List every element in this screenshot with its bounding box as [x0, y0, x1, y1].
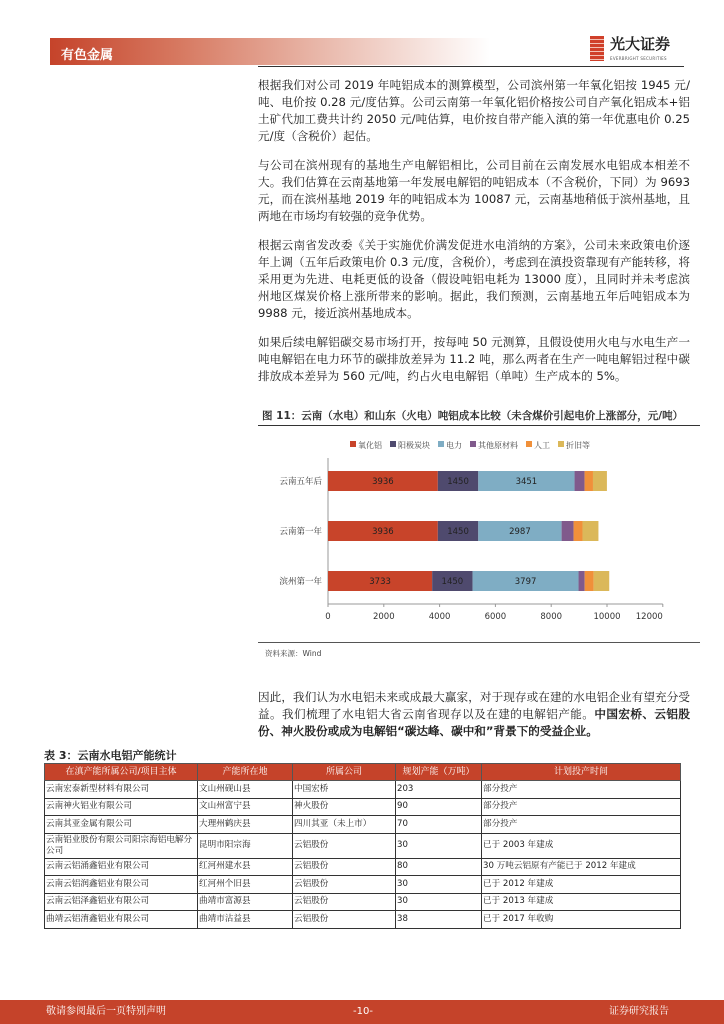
table-cell: 部分投产 [482, 816, 681, 834]
table-cell: 38 [396, 911, 482, 929]
table-cell: 中国宏桥 [293, 781, 396, 799]
table-title: 表 3：云南水电铝产能统计 [44, 749, 177, 762]
legend-label: 人工 [534, 441, 550, 450]
table-cell: 云南云铝润鑫铝业有限公司 [45, 876, 198, 894]
company-logo [590, 36, 710, 64]
category-label: 云南五年后 [279, 477, 322, 487]
section-header-bar [50, 38, 490, 65]
paragraph: 与公司在滨州现有的基地生产电解铝相比，公司目前在云南发展水电铝成本相差不大。我们估算在云南基地第一年发展电解铝的吨铝成本（不含税价，下同）为 9693 元，而在滨州基地 2019 年的吨铝成本为 10087 元，云南基地稍低于滨州基地，且两地在市场均有较强的竞争优势。 [258, 158, 690, 223]
category-label: 滨州第一年 [279, 577, 322, 587]
column-header: 在滇产能所属公司/项目主体 [45, 764, 198, 781]
table-cell: 云南云铝泽鑫铝业有限公司 [45, 893, 198, 911]
x-tick-label: 12000 [635, 612, 663, 622]
table-row [45, 876, 681, 894]
figure-source: 资料来源：Wind [258, 642, 700, 659]
data-label: 1450 [441, 577, 464, 587]
table-cell: 部分投产 [482, 798, 681, 816]
table-cell: 70 [396, 816, 482, 834]
table-cell: 四川其亚（未上市） [293, 816, 396, 834]
table-cell: 30 [396, 893, 482, 911]
page-header [0, 0, 724, 67]
table-cell: 云铝股份 [293, 876, 396, 894]
bar-segment [579, 571, 585, 591]
logo-subtext: EVERBRIGHT SECURITIES [610, 56, 667, 61]
table-cell: 云南其亚金属有限公司 [45, 816, 198, 834]
data-label: 3936 [372, 527, 394, 537]
table-cell: 已于 2013 年建成 [482, 893, 681, 911]
data-label: 3797 [514, 577, 537, 587]
legend-label: 氧化铝 [358, 441, 382, 450]
x-tick-label: 4000 [428, 612, 451, 622]
data-label: 3451 [515, 477, 538, 487]
figure [258, 409, 700, 659]
data-label: 1450 [447, 477, 469, 487]
data-label: 3733 [369, 577, 391, 587]
column-header: 产能所在地 [198, 764, 293, 781]
page-number: -10- [353, 1006, 373, 1017]
column-header: 规划产能（万吨） [396, 764, 482, 781]
bar-segment [594, 571, 610, 591]
bar-segment [593, 471, 607, 491]
table-cell: 曲靖市沾益县 [198, 911, 293, 929]
column-header: 计划投产时间 [482, 764, 681, 781]
body-text [258, 67, 690, 385]
bar-segment [585, 471, 593, 491]
table-cell: 云铝股份 [293, 893, 396, 911]
data-label: 1450 [447, 527, 469, 537]
legend-swatch [390, 441, 396, 447]
table-row [45, 858, 681, 876]
footer-report-type: 证券研究报告 [609, 1006, 669, 1017]
legend-swatch [438, 441, 444, 447]
table-cell: 已于 2017 年收购 [482, 911, 681, 929]
x-tick-label: 0 [325, 612, 331, 622]
legend-swatch [526, 441, 532, 447]
paragraph: 根据云南省发改委《关于实施优价满发促进水电消纳的方案》，公司未来政策电价逐年上调（五年后政策电价 0.3 元/度，含税价），考虑到在滇投资靠现有产能转移，将采用更为先进、电耗更低的设备（假设吨铝电耗为 13000 度），且同时并未考虑滨州地区煤炭价格上涨所带来的影响。据此，我们预测，云南基地五年后吨铝成本为 9988 元，接近滨州基地成本。 [258, 238, 690, 320]
table-cell: 云铝股份 [293, 858, 396, 876]
bar-segment [575, 471, 585, 491]
table-cell: 文山州富宁县 [198, 798, 293, 816]
figure-caption: 图 11：云南（水电）和山东（火电）吨铝成本比较（未含煤价引起电价上涨部分，元/吨） [258, 409, 700, 426]
table-cell: 云南铝业股份有限公司阳宗海铝电解分公司 [45, 833, 198, 858]
legend-swatch [558, 441, 564, 447]
table-cell: 神火股份 [293, 798, 396, 816]
table-cell: 云铝股份 [293, 833, 396, 858]
table-cell: 红河州建水县 [198, 858, 293, 876]
logo-text: 光大证券 [610, 35, 671, 53]
table-cell: 曲靖市富源县 [198, 893, 293, 911]
table-row [45, 798, 681, 816]
table-cell: 云铝股份 [293, 911, 396, 929]
table-cell: 已于 2003 年建成 [482, 833, 681, 858]
column-header: 所属公司 [293, 764, 396, 781]
table-row [45, 833, 681, 858]
table-cell: 部分投产 [482, 781, 681, 799]
legend-label: 折旧等 [566, 441, 590, 450]
table-cell: 红河州个旧县 [198, 876, 293, 894]
table-cell: 文山州砚山县 [198, 781, 293, 799]
legend-swatch [470, 441, 476, 447]
table-cell: 80 [396, 858, 482, 876]
bar-segment [574, 521, 583, 541]
table-row [45, 816, 681, 834]
table-cell: 203 [396, 781, 482, 799]
table-cell: 云南宏泰新型材料有限公司 [45, 781, 198, 799]
legend-label: 阳极炭块 [398, 441, 430, 450]
table-cell: 90 [396, 798, 482, 816]
table-cell: 已于 2012 年建成 [482, 876, 681, 894]
spacer [0, 929, 724, 989]
footer-disclaimer: 敬请参阅最后一页特别声明 [46, 1006, 166, 1017]
table-cell: 30 [396, 876, 482, 894]
table-cell: 曲靖云铝淯鑫铝业有限公司 [45, 911, 198, 929]
legend-swatch [350, 441, 356, 447]
paragraph: 如果后续电解铝碳交易市场打开，按每吨 50 元测算，且假设使用火电与水电生产一吨电解铝在电力环节的碳排放差异为 11.2 吨，那么两者在生产一吨电解铝过程中碳排放成本差异为 560 元/吨，约占火电电解铝（单吨）生产成本的 5%。 [258, 335, 690, 383]
table-cell: 昆明市阳宗海 [198, 833, 293, 858]
table-cell: 云南神火铝业有限公司 [45, 798, 198, 816]
x-tick-label: 2000 [372, 612, 395, 622]
section-title: 有色金属 [61, 48, 114, 63]
data-label: 2987 [509, 527, 531, 537]
table-cell: 30 [396, 833, 482, 858]
table-header-row [45, 764, 681, 781]
table-section [44, 748, 680, 929]
table-cell: 大理州鹤庆县 [198, 816, 293, 834]
table-cell: 30 万吨云铝原有产能已于 2012 年建成 [482, 858, 681, 876]
x-tick-label: 6000 [484, 612, 507, 622]
stacked-bar-chart [258, 432, 700, 640]
paragraph: 根据我们对公司 2019 年吨铝成本的测算模型，公司滨州第一年氧化铝按 1945 元/吨、电价按 0.28 元/度估算。公司云南第一年氧化铝价格按公司自产氧化铝成本+铝土矿代加工费共计约 2050 元/吨估算，电价按自带产能入滇的第一年优惠电价 0.25 元/度（含税价）起估。 [258, 78, 690, 143]
footer-bar [0, 1000, 724, 1024]
legend-label: 电力 [446, 441, 462, 450]
table-cell: 云南云铝涌鑫铝业有限公司 [45, 858, 198, 876]
bar-segment [562, 521, 574, 541]
x-tick-label: 8000 [540, 612, 563, 622]
table-row [45, 893, 681, 911]
conclusion-text: 因此，我们认为水电铝未来或成最大赢家，对于现存或在建的水电铝企业有望充分受益。我们梳理了水电铝大省云南省现存以及在建的电解铝产能。 [258, 690, 690, 721]
table-row [45, 781, 681, 799]
capacity-table [44, 763, 681, 929]
bar-segment [585, 571, 594, 591]
bar-segment [583, 521, 599, 541]
data-label: 3936 [372, 477, 394, 487]
logo-mark-icon [590, 36, 604, 61]
header-divider [258, 66, 684, 67]
category-label: 云南第一年 [279, 527, 322, 537]
table-row [45, 911, 681, 929]
legend-label: 其他原材料 [478, 441, 518, 450]
conclusion-bold-text: 中国宏桥、云铝股份、神火股份或成为电解铝“碳达峰、碳中和”背景下的受益企业。 [258, 707, 690, 738]
conclusion-paragraph [258, 689, 690, 740]
x-tick-label: 10000 [593, 612, 621, 622]
